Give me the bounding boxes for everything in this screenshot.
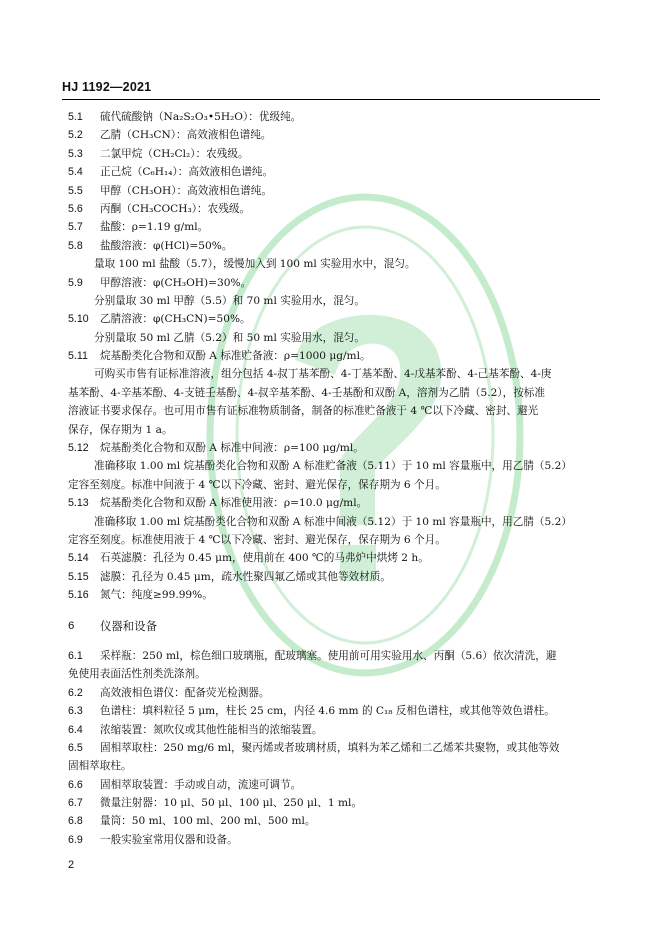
clause-number: 6.2 xyxy=(68,686,83,699)
section-heading xyxy=(68,617,602,635)
clause-number: 5.6 xyxy=(68,202,83,215)
clause-number: 5.8 xyxy=(68,239,83,252)
section-number: 6 xyxy=(68,619,75,632)
clause-line xyxy=(68,776,602,794)
clause-text: 甲醇（CH₃OH）：高效液相色谱纯。 xyxy=(100,184,272,197)
document-body xyxy=(68,108,602,849)
clause-number: 5.9 xyxy=(68,276,83,289)
clause-line xyxy=(68,647,602,665)
continuation-text: 定容至刻度。标准使用液于 4 ℃以下冷藏、密封、避光保存，保存期为 6 个月。 xyxy=(68,533,446,546)
continuation-line xyxy=(68,665,602,683)
paragraph-text: 量取 100 ml 盐酸（5.7），缓慢加入到 100 ml 实验用水中，混匀。 xyxy=(94,258,416,271)
continuation-text: 基苯酚、4-辛基苯酚、4-支链壬基酚、4-叔辛基苯酚、4-壬基酚和双酚 A，溶剂为乙腈（5.2），按标准 xyxy=(68,386,545,399)
clause-line xyxy=(68,794,602,812)
clause-text: 盐酸：ρ=1.19 g/ml。 xyxy=(100,221,209,234)
clause-line xyxy=(68,739,602,757)
clause-text: 丙酮（CH₃COCH₃）：农残级。 xyxy=(100,202,251,215)
clause-number: 5.1 xyxy=(68,111,83,123)
continuation-text: 溶液证书要求保存。也可用市售有证标准物质制备，制备的标准贮备液于 4 ℃以下冷藏、密封、避光 xyxy=(68,405,539,418)
continuation-line xyxy=(68,531,602,549)
clause-number: 5.5 xyxy=(68,184,83,197)
clause-number: 5.13 xyxy=(68,497,89,510)
clause-text: 甲醇溶液：φ(CH₃OH)=30%。 xyxy=(100,276,252,289)
clause-number: 5.16 xyxy=(68,589,89,602)
document-code-header: HJ 1192—2021 xyxy=(62,80,152,94)
clause-line xyxy=(68,494,602,512)
clause-number: 5.11 xyxy=(68,350,88,363)
clause-text: 烷基酚类化合物和双酚 A 标准贮备液：ρ=1000 μg/ml。 xyxy=(100,350,371,363)
clause-line xyxy=(68,439,602,457)
paragraph-line xyxy=(68,513,602,531)
paragraph-line xyxy=(68,329,602,347)
clause-number: 5.3 xyxy=(68,147,83,160)
clause-number: 6.5 xyxy=(68,741,83,754)
clause-text: 浓缩装置：氮吹仪或其他性能相当的浓缩装置。 xyxy=(100,723,323,736)
clause-number: 6.4 xyxy=(68,723,83,736)
continuation-line xyxy=(68,421,602,439)
clause-line xyxy=(68,684,602,702)
clause-text: 乙腈溶液：φ(CH₃CN)=50%。 xyxy=(100,313,251,326)
clause-line xyxy=(68,108,602,126)
clause-text: 色谱柱：填料粒径 5 μm，柱长 25 cm，内径 4.6 mm 的 C₁₈ 反相色谱柱，或其他等效色谱柱。 xyxy=(100,705,555,718)
clause-line xyxy=(68,182,602,200)
clause-text: 采样瓶：250 ml，棕色细口玻璃瓶，配玻璃塞。使用前可用实验用水、丙酮（5.6）依次清洗，避 xyxy=(100,649,557,662)
clause-text: 硫代硫酸钠（Na₂S₂O₃•5H₂O）：优级纯。 xyxy=(100,111,302,123)
continuation-line xyxy=(68,757,602,775)
clause-line xyxy=(68,200,602,218)
continuation-text: 定容至刻度。标准中间液于 4 ℃以下冷藏、密封、避光保存，保存期为 6 个月。 xyxy=(68,478,446,491)
clause-text: 正己烷（C₆H₁₄）：高效液相色谱纯。 xyxy=(100,166,274,179)
clause-line xyxy=(68,721,602,739)
clause-line xyxy=(68,831,602,849)
clause-line xyxy=(68,126,602,144)
paragraph-line xyxy=(68,365,602,383)
paragraph-text: 准确移取 1.00 ml 烷基酚类化合物和双酚 A 标准贮备液（5.11）于 10 ml 容量瓶中，用乙腈（5.2） xyxy=(94,460,572,473)
clause-number: 5.10 xyxy=(68,313,89,326)
clause-line xyxy=(68,218,602,236)
clause-line xyxy=(68,237,602,255)
clause-number: 6.3 xyxy=(68,705,83,718)
clause-text: 滤膜：孔径为 0.45 μm，疏水性聚四氟乙烯或其他等效材质。 xyxy=(100,570,391,583)
clause-number: 5.15 xyxy=(68,570,89,583)
clause-text: 一般实验室常用仪器和设备。 xyxy=(100,833,238,846)
continuation-line xyxy=(68,476,602,494)
continuation-text: 保存，保存期为 1 a。 xyxy=(68,423,173,436)
continuation-text: 固相萃取柱。 xyxy=(68,760,132,773)
clause-number: 5.7 xyxy=(68,221,83,234)
clause-line xyxy=(68,145,602,163)
clause-number: 6.1 xyxy=(68,649,83,662)
clause-text: 二氯甲烷（CH₂Cl₂）：农残级。 xyxy=(100,147,249,160)
clause-text: 盐酸溶液：φ(HCl)=50%。 xyxy=(100,239,233,252)
clause-line xyxy=(68,274,602,292)
clause-line xyxy=(68,163,602,181)
clause-text: 量筒：50 ml、100 ml、200 ml、500 ml。 xyxy=(100,815,316,828)
paragraph-line xyxy=(68,457,602,475)
reagent-list xyxy=(68,108,602,605)
clause-number: 6.7 xyxy=(68,797,83,810)
paragraph-text: 可购买市售有证标准溶液，组分包括 4-叔丁基苯酚、4-丁基苯酚、4-戊基苯酚、4-己基苯酚、4-庚 xyxy=(94,368,552,381)
continuation-text: 免使用表面活性剂类洗涤剂。 xyxy=(68,668,206,681)
clause-number: 5.12 xyxy=(68,442,89,455)
clause-line xyxy=(68,310,602,328)
header-rule xyxy=(62,99,600,100)
clause-text: 乙腈（CH₃CN）：高效液相色谱纯。 xyxy=(100,129,272,142)
page-number: 2 xyxy=(68,859,75,871)
clause-text: 烷基酚类化合物和双酚 A 标准使用液：ρ=10.0 μg/ml。 xyxy=(100,497,368,510)
clause-line xyxy=(68,702,602,720)
equipment-list xyxy=(68,647,602,849)
continuation-line xyxy=(68,384,602,402)
clause-text: 烷基酚类化合物和双酚 A 标准中间液：ρ=100 μg/ml。 xyxy=(100,442,364,455)
paragraph-line xyxy=(68,255,602,273)
clause-number: 5.14 xyxy=(68,552,89,565)
clause-number: 6.8 xyxy=(68,815,83,828)
clause-number: 5.4 xyxy=(68,166,83,179)
clause-text: 固相萃取柱：250 mg/6 ml，聚丙烯或者玻璃材质，填料为苯乙烯和二乙烯苯共聚物，或其他等效 xyxy=(100,741,560,754)
clause-text: 固相萃取装置：手动或自动，流速可调节。 xyxy=(100,778,302,791)
clause-text: 氮气：纯度≥99.99%。 xyxy=(100,589,213,602)
clause-number: 6.9 xyxy=(68,833,83,846)
clause-line xyxy=(68,812,602,830)
paragraph-text: 分别量取 50 ml 乙腈（5.2）和 50 ml 实验用水，混匀。 xyxy=(94,331,365,344)
clause-text: 高效液相色谱仪：配备荧光检测器。 xyxy=(100,686,270,699)
clause-line xyxy=(68,549,602,567)
clause-number: 5.2 xyxy=(68,129,83,142)
section-title: 仪器和设备 xyxy=(100,618,157,633)
continuation-line xyxy=(68,402,602,420)
clause-number: 6.6 xyxy=(68,778,83,791)
clause-text: 石英滤膜：孔径为 0.45 μm，使用前在 400 ℃的马弗炉中烘烤 2 h。 xyxy=(100,552,429,565)
clause-line xyxy=(68,586,602,604)
paragraph-line xyxy=(68,292,602,310)
clause-line xyxy=(68,347,602,365)
paragraph-text: 准确移取 1.00 ml 烷基酚类化合物和双酚 A 标准中间液（5.12）于 10 ml 容量瓶中，用乙腈（5.2） xyxy=(94,515,572,528)
clause-line xyxy=(68,568,602,586)
clause-text: 微量注射器：10 μl、50 μl、100 μl、250 μl、1 ml。 xyxy=(100,797,363,810)
paragraph-text: 分别量取 30 ml 甲醇（5.5）和 70 ml 实验用水，混匀。 xyxy=(94,294,365,307)
